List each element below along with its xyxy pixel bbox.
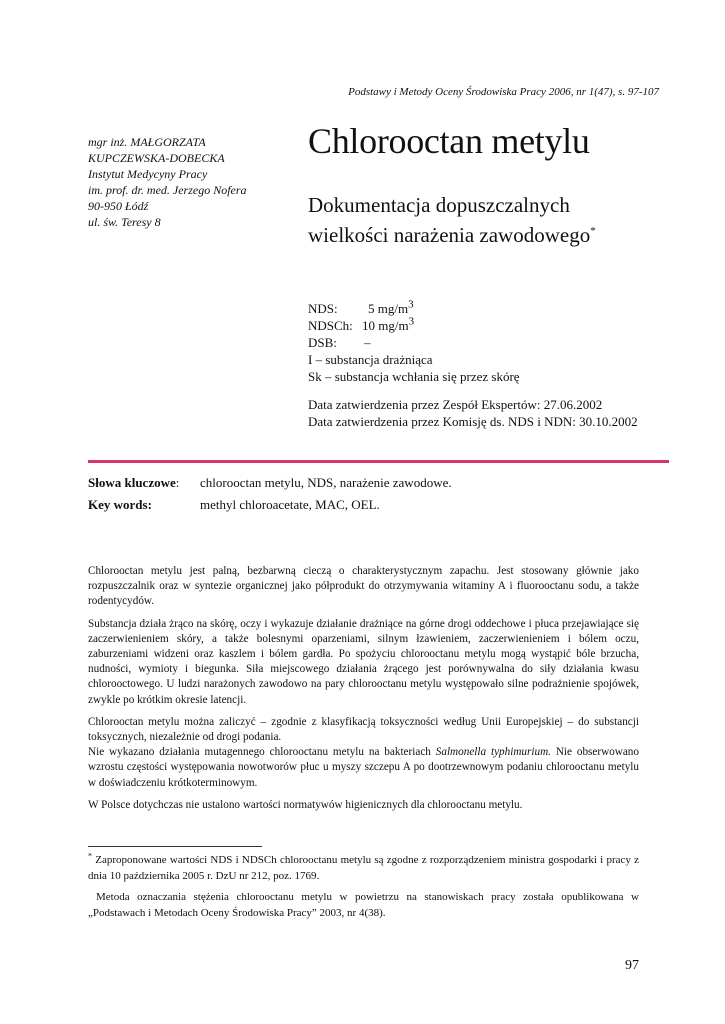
footnote-1 [88,853,639,884]
footnote-divider [88,846,262,847]
exposure-limits [308,300,520,385]
author-line: KUPCZEWSKA-DOBECKA [88,151,225,165]
dsb-label: DSB: [308,335,337,350]
author-affiliation [88,134,288,230]
summary-paragraph: Chlorooctan metylu jest palną, bezbarwną cieczą o charakterystycznym zapachu. Jest stosowany głównie jako rozpuszczalnik oraz w syntezie organicznej jako półprodukt do otrzymywania witaminy A i fluorooctanu sodu, a także rodentycydów. [88,565,639,608]
dsb-value: – [364,335,371,350]
summary-paragraph-part: Chlorooctan metylu można zaliczyć – zgodnie z klasyfikacją toksyczności według Unii Europejskiej – do substancji toksycznych, niezależnie od drogi podania. [88,715,639,744]
subtitle-line-2 [308,220,596,250]
summary-text [88,564,639,820]
ndsch-row [308,317,520,334]
footnotes [88,853,639,927]
dsb-row [308,334,520,351]
footnote-2: Metoda oznaczania stężenia chlorooctanu metylu w powietrzu na stanowiskach pracy została opublikowana w „Podstawach i Metodach Oceny Środowiska Pracy” 2003, nr 4(38). [88,891,639,919]
author-line: 90-950 Łódź [88,199,149,213]
author-line: mgr inż. MAŁGORZATA [88,135,206,149]
notation-irritant: I – substancja drażniąca [308,352,433,367]
nds-row [308,300,520,317]
footnote-1-marker: * [88,851,92,861]
nds-value: 5 mg/m [368,301,409,316]
page-number: 97 [625,958,639,973]
ndsch-value: 10 mg/m [362,318,409,333]
journal-citation: Podstawy i Metody Oceny Środowiska Pracy 2006, nr 1(47), s. 97-107 [348,86,659,98]
keywords-pl-label [88,472,179,494]
keywords-pl-value: chlorooctan metylu, NDS, narażenie zawodowe. [200,475,452,490]
author-line: im. prof. dr. med. Jerzego Nofera [88,183,247,197]
page-title: Chlorooctan metylu [308,121,590,161]
footnote-1-text: Zaproponowane wartości NDS i NDSCh chlorooctanu metylu są zgodne z rozporządzeniem ministra gospodarki i pracy z dnia 10 października 2005 r. DzU nr 212, poz. 1769. [88,854,639,882]
keywords-en-row [88,494,669,516]
summary-paragraph: W Polsce dotychczas nie ustalono wartości normatywów higienicznych dla chlorooctanu metylu. [88,798,523,811]
approval-dates [308,396,638,430]
nds-label: NDS: [308,301,338,316]
keywords-pl-row [88,472,669,494]
nds-exponent: 3 [408,298,414,311]
keywords-en-label: Key words: [88,497,152,512]
ndsch-exponent: 3 [408,315,415,328]
notation-skin: Sk – substancja wchłania się przez skórę [308,369,520,384]
keywords-en-value: methyl chloroacetate, MAC, OEL. [200,497,380,512]
keywords-pl-colon: : [175,475,180,490]
species-name: Salmonella typhimurium. [435,746,551,759]
document-subtitle [308,190,596,250]
author-line: ul. św. Teresy 8 [88,215,161,229]
subtitle-line-2-text: wielkości narażenia zawodowego [308,223,591,247]
ndsch-label: NDSCh: [308,318,353,333]
footnote-marker: * [590,225,596,237]
summary-paragraph-part: Nie wykazano działania mutagennego chlorooctanu metylu na bakteriach [88,746,436,759]
approval-date-experts: Data zatwierdzenia przez Zespół Ekspertów: 27.06.2002 [308,397,603,412]
summary-paragraph-part: Nie obserwowano wzrostu częstości występowania nowotworów płuc u myszy szczepu A po dootrzewnowym podaniu chlorooctanu metylu w doświadczeniu krótkoterminowym. [88,746,639,789]
keywords-block [88,472,669,516]
approval-date-commission: Data zatwierdzenia przez Komisję ds. NDS i NDN: 30.10.2002 [308,414,638,429]
author-line: Instytut Medycyny Pracy [88,167,208,181]
summary-paragraph: Substancja działa żrąco na skórę, oczy i wykazuje działanie drażniące na górne drogi oddechowe i płuca przejawiające się zaczerwienieniem skóry, a także bolesnymi oparzeniami, silnym łzawieniem, zaczerwienieniem i bólem oczu, zaburzeniami widzeni oraz kaszlem i bólem gardła. Po spożyciu chlorooctanu metylu mogą wystąpić bóle brzucha, nudności, wymioty i biegunka. Siła miejscowego działania żrącego jest porównywalna do siły działania kwasu chlorooctowego. U ludzi narażonych zawodowo na pary chlorooctanu metylu występowało silne podrażnienie spojówek, zwykle po krótkim okresie latencji. [88,617,639,706]
keywords-pl-label-text: Słowa kluczowe [88,475,176,490]
summary-paragraph [88,715,639,791]
subtitle-line-1: Dokumentacja dopuszczalnych [308,193,570,217]
section-divider [88,460,669,463]
